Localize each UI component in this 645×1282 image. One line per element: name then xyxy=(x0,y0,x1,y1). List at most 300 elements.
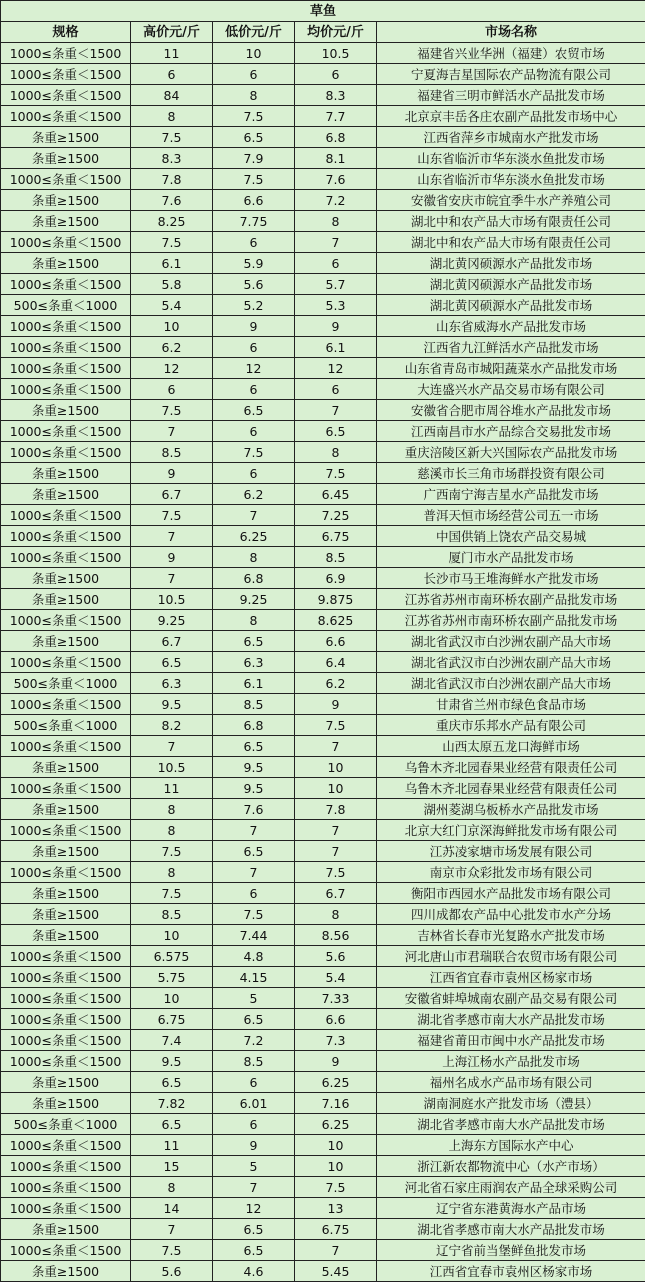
cell-market-name: 河北省石家庄雨润农产品全球采购公司 xyxy=(377,1177,645,1198)
cell-low-price: 6.6 xyxy=(213,190,295,211)
cell-low-price: 9 xyxy=(213,1135,295,1156)
cell-low-price: 8 xyxy=(213,610,295,631)
table-row xyxy=(1,169,645,190)
table-row xyxy=(1,442,645,463)
cell-high-price: 7.5 xyxy=(131,841,213,862)
cell-low-price: 6.5 xyxy=(213,1219,295,1240)
cell-spec: 条重≥1500 xyxy=(1,904,131,925)
cell-avg-price: 6 xyxy=(295,64,377,85)
cell-spec: 1000≤条重＜1500 xyxy=(1,232,131,253)
cell-low-price: 6.01 xyxy=(213,1093,295,1114)
cell-spec: 条重≥1500 xyxy=(1,757,131,778)
cell-spec: 1000≤条重＜1500 xyxy=(1,652,131,673)
cell-market-name: 慈溪市长三角市场群投资有限公司 xyxy=(377,463,645,484)
cell-spec: 条重≥1500 xyxy=(1,1093,131,1114)
table-row xyxy=(1,841,645,862)
table-row xyxy=(1,652,645,673)
table-row xyxy=(1,337,645,358)
cell-high-price: 6.2 xyxy=(131,337,213,358)
table-row xyxy=(1,43,645,64)
cell-low-price: 7 xyxy=(213,505,295,526)
cell-high-price: 8.5 xyxy=(131,904,213,925)
cell-market-name: 四川成都农产品中心批发市水产分场 xyxy=(377,904,645,925)
cell-spec: 1000≤条重＜1500 xyxy=(1,778,131,799)
cell-avg-price: 6.5 xyxy=(295,421,377,442)
cell-high-price: 8.3 xyxy=(131,148,213,169)
cell-spec: 条重≥1500 xyxy=(1,484,131,505)
table-row xyxy=(1,862,645,883)
cell-high-price: 5.4 xyxy=(131,295,213,316)
cell-low-price: 6.5 xyxy=(213,736,295,757)
cell-low-price: 6.5 xyxy=(213,841,295,862)
cell-spec: 1000≤条重＜1500 xyxy=(1,547,131,568)
cell-market-name: 安徽省合肥市周谷堆水产品批发市场 xyxy=(377,400,645,421)
cell-high-price: 7.82 xyxy=(131,1093,213,1114)
cell-spec: 1000≤条重＜1500 xyxy=(1,169,131,190)
cell-avg-price: 7 xyxy=(295,400,377,421)
table-row xyxy=(1,673,645,694)
cell-spec: 条重≥1500 xyxy=(1,253,131,274)
cell-market-name: 湖北省武汉市白沙洲农副产品大市场 xyxy=(377,673,645,694)
cell-low-price: 7.5 xyxy=(213,106,295,127)
cell-spec: 条重≥1500 xyxy=(1,400,131,421)
table-row xyxy=(1,1156,645,1177)
table-row xyxy=(1,295,645,316)
cell-avg-price: 10.5 xyxy=(295,43,377,64)
cell-avg-price: 6.45 xyxy=(295,484,377,505)
cell-spec: 1000≤条重＜1500 xyxy=(1,1051,131,1072)
cell-market-name: 厦门市水产品批发市场 xyxy=(377,547,645,568)
cell-high-price: 8.2 xyxy=(131,715,213,736)
cell-spec: 1000≤条重＜1500 xyxy=(1,1156,131,1177)
cell-low-price: 7 xyxy=(213,1177,295,1198)
cell-avg-price: 10 xyxy=(295,1156,377,1177)
cell-spec: 500≤条重＜1000 xyxy=(1,673,131,694)
cell-spec: 1000≤条重＜1500 xyxy=(1,1009,131,1030)
cell-high-price: 8 xyxy=(131,106,213,127)
cell-avg-price: 7.33 xyxy=(295,988,377,1009)
cell-low-price: 6.5 xyxy=(213,631,295,652)
table-row xyxy=(1,736,645,757)
cell-market-name: 江西省萍乡市城南水产批发市场 xyxy=(377,127,645,148)
cell-market-name: 安徽省安庆市皖宜季牛水产养殖公司 xyxy=(377,190,645,211)
cell-market-name: 湖南洞庭水产批发市场（澧县） xyxy=(377,1093,645,1114)
cell-market-name: 乌鲁木齐北园春果业经营有限责任公司 xyxy=(377,757,645,778)
cell-low-price: 5 xyxy=(213,988,295,1009)
cell-avg-price: 9 xyxy=(295,694,377,715)
table-row xyxy=(1,274,645,295)
cell-avg-price: 7.7 xyxy=(295,106,377,127)
table-row xyxy=(1,547,645,568)
cell-spec: 条重≥1500 xyxy=(1,190,131,211)
cell-spec: 1000≤条重＜1500 xyxy=(1,736,131,757)
cell-avg-price: 6.1 xyxy=(295,337,377,358)
cell-high-price: 7.6 xyxy=(131,190,213,211)
cell-low-price: 9.5 xyxy=(213,778,295,799)
table-row xyxy=(1,379,645,400)
cell-low-price: 8.5 xyxy=(213,1051,295,1072)
cell-market-name: 湖北黄冈硕源水产品批发市场 xyxy=(377,295,645,316)
cell-market-name: 江苏省苏州市南环桥农副产品批发市场 xyxy=(377,589,645,610)
cell-spec: 条重≥1500 xyxy=(1,1072,131,1093)
cell-avg-price: 6.7 xyxy=(295,883,377,904)
cell-high-price: 10 xyxy=(131,925,213,946)
table-row xyxy=(1,232,645,253)
cell-low-price: 6 xyxy=(213,232,295,253)
table-row xyxy=(1,946,645,967)
cell-low-price: 6 xyxy=(213,337,295,358)
cell-spec: 条重≥1500 xyxy=(1,1219,131,1240)
cell-spec: 1000≤条重＜1500 xyxy=(1,1177,131,1198)
cell-market-name: 江苏凌家塘市场发展有限公司 xyxy=(377,841,645,862)
cell-low-price: 7.5 xyxy=(213,904,295,925)
cell-spec: 1000≤条重＜1500 xyxy=(1,694,131,715)
cell-market-name: 甘肃省兰州市绿色食品市场 xyxy=(377,694,645,715)
table-row xyxy=(1,715,645,736)
table-row xyxy=(1,925,645,946)
cell-avg-price: 8.5 xyxy=(295,547,377,568)
cell-market-name: 长沙市马王堆海鲜水产批发市场 xyxy=(377,568,645,589)
cell-avg-price: 6.6 xyxy=(295,631,377,652)
cell-market-name: 中国供销上饶农产品交易城 xyxy=(377,526,645,547)
cell-low-price: 6 xyxy=(213,1114,295,1135)
header-low-price: 低价元/斤 xyxy=(213,22,295,43)
cell-avg-price: 8 xyxy=(295,904,377,925)
cell-low-price: 6.8 xyxy=(213,568,295,589)
cell-high-price: 9.5 xyxy=(131,694,213,715)
cell-spec: 1000≤条重＜1500 xyxy=(1,274,131,295)
cell-avg-price: 6.75 xyxy=(295,526,377,547)
cell-low-price: 4.15 xyxy=(213,967,295,988)
table-row xyxy=(1,211,645,232)
table-row xyxy=(1,358,645,379)
cell-market-name: 山东省临沂市华东淡水鱼批发市场 xyxy=(377,148,645,169)
cell-spec: 1000≤条重＜1500 xyxy=(1,862,131,883)
cell-avg-price: 7 xyxy=(295,232,377,253)
cell-market-name: 辽宁省前当堡鲜鱼批发市场 xyxy=(377,1240,645,1261)
cell-spec: 1000≤条重＜1500 xyxy=(1,946,131,967)
cell-avg-price: 7.8 xyxy=(295,799,377,820)
cell-avg-price: 9.875 xyxy=(295,589,377,610)
cell-market-name: 福建省莆田市闽中水产品批发市场 xyxy=(377,1030,645,1051)
cell-low-price: 4.8 xyxy=(213,946,295,967)
cell-market-name: 湖北黄冈硕源水产品批发市场 xyxy=(377,253,645,274)
cell-high-price: 5.6 xyxy=(131,1261,213,1282)
cell-high-price: 7.8 xyxy=(131,169,213,190)
cell-spec: 1000≤条重＜1500 xyxy=(1,1030,131,1051)
cell-high-price: 6 xyxy=(131,379,213,400)
cell-low-price: 6.8 xyxy=(213,715,295,736)
cell-high-price: 7.4 xyxy=(131,1030,213,1051)
cell-high-price: 9.5 xyxy=(131,1051,213,1072)
cell-high-price: 7 xyxy=(131,736,213,757)
cell-market-name: 福建省三明市鲜活水产品批发市场 xyxy=(377,85,645,106)
cell-low-price: 9 xyxy=(213,316,295,337)
cell-market-name: 山西太原五龙口海鲜市场 xyxy=(377,736,645,757)
cell-low-price: 7.2 xyxy=(213,1030,295,1051)
cell-low-price: 7.75 xyxy=(213,211,295,232)
cell-avg-price: 5.7 xyxy=(295,274,377,295)
cell-spec: 1000≤条重＜1500 xyxy=(1,1135,131,1156)
cell-market-name: 湖北中和农产品大市场有限责任公司 xyxy=(377,211,645,232)
cell-low-price: 12 xyxy=(213,358,295,379)
cell-spec: 1000≤条重＜1500 xyxy=(1,820,131,841)
cell-market-name: 河北唐山市君瑞联合农贸市场有限公司 xyxy=(377,946,645,967)
cell-avg-price: 7 xyxy=(295,820,377,841)
cell-market-name: 上海东方国际水产中心 xyxy=(377,1135,645,1156)
cell-market-name: 江西省九江鲜活水产品批发市场 xyxy=(377,337,645,358)
table-row xyxy=(1,631,645,652)
cell-spec: 1000≤条重＜1500 xyxy=(1,967,131,988)
cell-spec: 1000≤条重＜1500 xyxy=(1,526,131,547)
cell-high-price: 7 xyxy=(131,568,213,589)
cell-spec: 1000≤条重＜1500 xyxy=(1,43,131,64)
table-row xyxy=(1,568,645,589)
table-row xyxy=(1,484,645,505)
cell-high-price: 8 xyxy=(131,1177,213,1198)
cell-high-price: 7.5 xyxy=(131,505,213,526)
cell-low-price: 6.5 xyxy=(213,400,295,421)
cell-low-price: 9.5 xyxy=(213,757,295,778)
cell-high-price: 7.5 xyxy=(131,232,213,253)
cell-avg-price: 8 xyxy=(295,442,377,463)
cell-market-name: 北京京丰岳各庄农副产品批发市场中心 xyxy=(377,106,645,127)
cell-market-name: 山东省青岛市城阳蔬菜水产品批发市场 xyxy=(377,358,645,379)
cell-high-price: 10 xyxy=(131,316,213,337)
cell-high-price: 7.5 xyxy=(131,400,213,421)
cell-low-price: 5 xyxy=(213,1156,295,1177)
cell-low-price: 6 xyxy=(213,463,295,484)
cell-avg-price: 13 xyxy=(295,1198,377,1219)
cell-market-name: 宁夏海吉星国际农产品物流有限公司 xyxy=(377,64,645,85)
header-row xyxy=(1,22,645,43)
cell-market-name: 湖北省孝感市南大水产品批发市场 xyxy=(377,1219,645,1240)
cell-avg-price: 7.5 xyxy=(295,463,377,484)
cell-avg-price: 8.56 xyxy=(295,925,377,946)
cell-market-name: 江苏省苏州市南环桥农副产品批发市场 xyxy=(377,610,645,631)
cell-high-price: 8.25 xyxy=(131,211,213,232)
cell-market-name: 普洱天恒市场经营公司五一市场 xyxy=(377,505,645,526)
header-avg-price: 均价元/斤 xyxy=(295,22,377,43)
cell-market-name: 福建省兴业华洲（福建）农贸市场 xyxy=(377,43,645,64)
cell-low-price: 6 xyxy=(213,379,295,400)
cell-high-price: 7.5 xyxy=(131,127,213,148)
table-body xyxy=(1,43,645,1282)
cell-avg-price: 6 xyxy=(295,253,377,274)
table-row xyxy=(1,505,645,526)
cell-high-price: 7.5 xyxy=(131,1240,213,1261)
cell-market-name: 湖北省武汉市白沙洲农副产品大市场 xyxy=(377,631,645,652)
cell-spec: 条重≥1500 xyxy=(1,1261,131,1282)
cell-low-price: 7.9 xyxy=(213,148,295,169)
cell-avg-price: 6.8 xyxy=(295,127,377,148)
cell-spec: 1000≤条重＜1500 xyxy=(1,1198,131,1219)
cell-high-price: 9 xyxy=(131,547,213,568)
table-row xyxy=(1,1219,645,1240)
cell-low-price: 10 xyxy=(213,43,295,64)
cell-market-name: 北京大红门京深海鲜批发市场有限公司 xyxy=(377,820,645,841)
table-row xyxy=(1,1072,645,1093)
table-row xyxy=(1,589,645,610)
cell-spec: 500≤条重＜1000 xyxy=(1,295,131,316)
cell-avg-price: 7.6 xyxy=(295,169,377,190)
cell-avg-price: 7 xyxy=(295,841,377,862)
cell-low-price: 8 xyxy=(213,547,295,568)
cell-spec: 1000≤条重＜1500 xyxy=(1,610,131,631)
cell-high-price: 11 xyxy=(131,1135,213,1156)
cell-market-name: 南京市众彩批发市场有限公司 xyxy=(377,862,645,883)
cell-avg-price: 7 xyxy=(295,1240,377,1261)
cell-high-price: 6 xyxy=(131,64,213,85)
cell-market-name: 乌鲁木齐北园春果业经营有限责任公司 xyxy=(377,778,645,799)
cell-market-name: 安徽省蚌埠城南农副产品交易有限公司 xyxy=(377,988,645,1009)
table-row xyxy=(1,463,645,484)
cell-market-name: 江西南昌市水产品综合交易批发市场 xyxy=(377,421,645,442)
cell-low-price: 6.1 xyxy=(213,673,295,694)
cell-market-name: 广西南宁海吉星水产品批发市场 xyxy=(377,484,645,505)
cell-spec: 条重≥1500 xyxy=(1,841,131,862)
cell-high-price: 6.5 xyxy=(131,1114,213,1135)
cell-avg-price: 8.3 xyxy=(295,85,377,106)
cell-spec: 1000≤条重＜1500 xyxy=(1,106,131,127)
cell-low-price: 6 xyxy=(213,64,295,85)
cell-low-price: 7 xyxy=(213,820,295,841)
table-title: 草鱼 xyxy=(1,1,645,22)
cell-high-price: 6.7 xyxy=(131,631,213,652)
table-row xyxy=(1,988,645,1009)
cell-low-price: 6.5 xyxy=(213,127,295,148)
table-row xyxy=(1,316,645,337)
cell-market-name: 衡阳市西园水产品批发市场有限公司 xyxy=(377,883,645,904)
cell-high-price: 8 xyxy=(131,862,213,883)
cell-high-price: 6.3 xyxy=(131,673,213,694)
cell-market-name: 重庆市乐邦水产品有限公司 xyxy=(377,715,645,736)
table-row xyxy=(1,799,645,820)
cell-spec: 条重≥1500 xyxy=(1,925,131,946)
cell-avg-price: 8.1 xyxy=(295,148,377,169)
table-row xyxy=(1,1240,645,1261)
cell-avg-price: 6.25 xyxy=(295,1114,377,1135)
cell-high-price: 9 xyxy=(131,463,213,484)
cell-avg-price: 5.45 xyxy=(295,1261,377,1282)
cell-avg-price: 6.9 xyxy=(295,568,377,589)
table-row xyxy=(1,1177,645,1198)
cell-high-price: 10.5 xyxy=(131,589,213,610)
cell-low-price: 6 xyxy=(213,421,295,442)
cell-low-price: 4.6 xyxy=(213,1261,295,1282)
cell-spec: 1000≤条重＜1500 xyxy=(1,421,131,442)
cell-market-name: 湖北省武汉市白沙洲农副产品大市场 xyxy=(377,652,645,673)
cell-spec: 条重≥1500 xyxy=(1,799,131,820)
cell-avg-price: 6.75 xyxy=(295,1219,377,1240)
table-row xyxy=(1,85,645,106)
cell-spec: 条重≥1500 xyxy=(1,631,131,652)
cell-low-price: 6.25 xyxy=(213,526,295,547)
cell-spec: 500≤条重＜1000 xyxy=(1,715,131,736)
table-row xyxy=(1,127,645,148)
table-row xyxy=(1,820,645,841)
cell-spec: 条重≥1500 xyxy=(1,211,131,232)
cell-spec: 条重≥1500 xyxy=(1,883,131,904)
cell-low-price: 6.5 xyxy=(213,1240,295,1261)
cell-market-name: 辽宁省东港黄海水产品市场 xyxy=(377,1198,645,1219)
cell-high-price: 8 xyxy=(131,799,213,820)
cell-low-price: 7 xyxy=(213,862,295,883)
title-row xyxy=(1,1,645,22)
cell-spec: 500≤条重＜1000 xyxy=(1,1114,131,1135)
cell-high-price: 12 xyxy=(131,358,213,379)
cell-high-price: 10 xyxy=(131,988,213,1009)
cell-low-price: 6 xyxy=(213,883,295,904)
cell-avg-price: 9 xyxy=(295,1051,377,1072)
cell-market-name: 湖州菱湖乌板桥水产品批发市场 xyxy=(377,799,645,820)
cell-avg-price: 5.4 xyxy=(295,967,377,988)
cell-market-name: 江西省宜春市袁州区杨家市场 xyxy=(377,967,645,988)
cell-high-price: 9.25 xyxy=(131,610,213,631)
cell-avg-price: 7.16 xyxy=(295,1093,377,1114)
table-row xyxy=(1,190,645,211)
header-market-name: 市场名称 xyxy=(377,22,645,43)
cell-spec: 1000≤条重＜1500 xyxy=(1,337,131,358)
cell-high-price: 6.7 xyxy=(131,484,213,505)
cell-spec: 1000≤条重＜1500 xyxy=(1,85,131,106)
cell-low-price: 6.2 xyxy=(213,484,295,505)
table-row xyxy=(1,421,645,442)
cell-avg-price: 7.5 xyxy=(295,1177,377,1198)
cell-high-price: 6.75 xyxy=(131,1009,213,1030)
cell-avg-price: 5.6 xyxy=(295,946,377,967)
cell-low-price: 7.5 xyxy=(213,169,295,190)
table-row xyxy=(1,1198,645,1219)
header-spec: 规格 xyxy=(1,22,131,43)
cell-avg-price: 6.6 xyxy=(295,1009,377,1030)
header-high-price: 高价元/斤 xyxy=(131,22,213,43)
table-row xyxy=(1,757,645,778)
cell-low-price: 12 xyxy=(213,1198,295,1219)
cell-market-name: 重庆涪陵区新大兴国际农产品批发市场 xyxy=(377,442,645,463)
cell-avg-price: 9 xyxy=(295,316,377,337)
cell-avg-price: 6.4 xyxy=(295,652,377,673)
cell-high-price: 84 xyxy=(131,85,213,106)
cell-spec: 1000≤条重＜1500 xyxy=(1,316,131,337)
cell-low-price: 9.25 xyxy=(213,589,295,610)
table-row xyxy=(1,1261,645,1282)
cell-market-name: 上海江杨水产品批发市场 xyxy=(377,1051,645,1072)
cell-high-price: 15 xyxy=(131,1156,213,1177)
cell-avg-price: 6.25 xyxy=(295,1072,377,1093)
table-row xyxy=(1,1030,645,1051)
cell-market-name: 浙江新农都物流中心（水产市场） xyxy=(377,1156,645,1177)
cell-high-price: 11 xyxy=(131,778,213,799)
table-row xyxy=(1,64,645,85)
cell-high-price: 6.5 xyxy=(131,1072,213,1093)
cell-high-price: 5.8 xyxy=(131,274,213,295)
table-row xyxy=(1,526,645,547)
cell-low-price: 8 xyxy=(213,85,295,106)
cell-spec: 1000≤条重＜1500 xyxy=(1,988,131,1009)
cell-market-name: 大连盛兴水产品交易市场有限公司 xyxy=(377,379,645,400)
table-row xyxy=(1,253,645,274)
cell-low-price: 6.5 xyxy=(213,1009,295,1030)
cell-low-price: 7.6 xyxy=(213,799,295,820)
cell-high-price: 7.5 xyxy=(131,883,213,904)
cell-high-price: 7 xyxy=(131,421,213,442)
cell-avg-price: 7.25 xyxy=(295,505,377,526)
table-row xyxy=(1,904,645,925)
table-row xyxy=(1,106,645,127)
cell-market-name: 湖北省孝感市南大水产品批发市场 xyxy=(377,1009,645,1030)
cell-spec: 1000≤条重＜1500 xyxy=(1,358,131,379)
